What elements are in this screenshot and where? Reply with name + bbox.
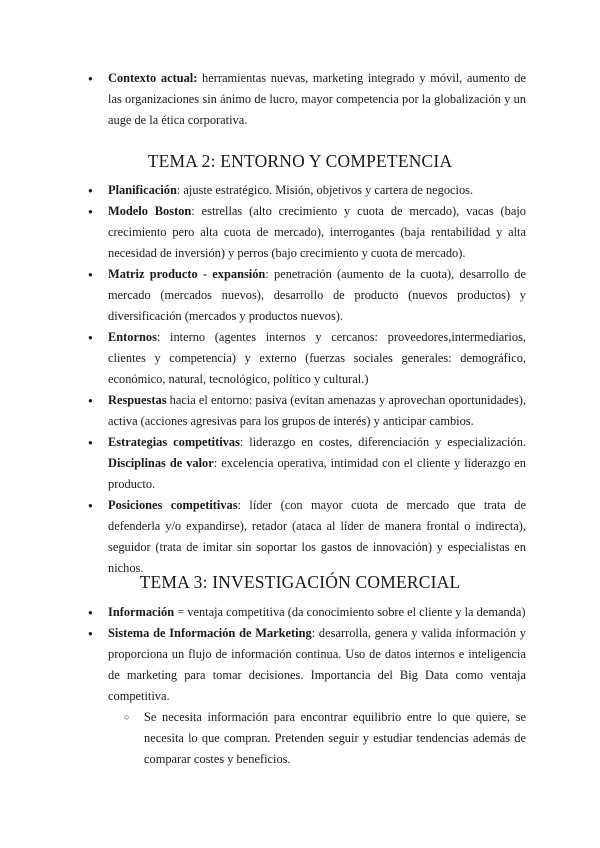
text-respuestas: hacia el entorno: pasiva (evitan amenazas y aprovechan oportunidades), activa (acciones agresivas para los grupos de interés) y anticipar cambios.	[108, 393, 526, 428]
term-posiciones-competitivas: Posiciones competitivas	[108, 498, 238, 512]
term-entornos: Entornos	[108, 330, 157, 344]
list-item-entornos	[0, 327, 600, 390]
text-disciplinas-de-valor: : excelencia operativa, intimidad con el cliente y liderazgo en producto.	[108, 456, 527, 491]
list-item-matriz-producto	[0, 264, 600, 327]
list-item-modelo-boston	[0, 201, 600, 264]
list-item-estrategias-competitivas	[0, 432, 600, 495]
term-contexto-actual: Contexto actual:	[108, 71, 198, 85]
text-entornos: : interno (agentes internos y cercanos: proveedores,intermediarios, clientes y competencia) y externo (fuerzas sociales generales: demográfico, económico, natural, tecnológico, político y cultural.)	[108, 330, 526, 386]
sub-list-item-equilibrio	[0, 707, 600, 770]
list-item-posiciones-competitivas	[0, 495, 600, 579]
term-estrategias-competitivas: Estrategias competitivas	[108, 435, 240, 449]
text-sim: : desarrolla, genera y valida información y proporciona un flujo de información continua. Uso de datos internos e inteligencia de marketing para tomar decisiones. Importancia del Big Data como ventaja competitiva.	[108, 626, 526, 703]
list-item-contexto-actual	[0, 68, 600, 131]
tema3-heading: TEMA 3: INVESTIGACIÓN COMERCIAL	[139, 572, 461, 592]
tema3-section	[0, 602, 600, 770]
tema2-section	[0, 180, 600, 579]
text-modelo-boston: : estrellas (alto crecimiento y cuota de mercado), vacas (bajo crecimiento pero alta cuota de mercado), interrogantes (baja rentabilidad y alta necesidad de inversión) y perros (bajo crecimiento y cuota de mercado).	[108, 204, 526, 260]
text-planificacion: : ajuste estratégico. Misión, objetivos y cartera de negocios.	[176, 183, 474, 197]
tema2-list	[0, 180, 600, 579]
list-item-respuestas	[0, 390, 600, 432]
intro-list	[0, 68, 600, 131]
text-contexto-actual: herramientas nuevas, marketing integrado y móvil, aumento de las organizaciones sin ánimo de lucro, mayor competencia por la globalización y un auge de la ética corporativa.	[108, 71, 526, 127]
text-informacion: = ventaja competitiva (da conocimiento sobre el cliente y la demanda)	[174, 605, 526, 619]
term-planificacion: Planificación	[108, 183, 177, 197]
tema2-heading: TEMA 2: ENTORNO Y COMPETENCIA	[147, 151, 453, 171]
list-item-informacion	[0, 602, 600, 623]
term-informacion: Información	[108, 605, 175, 619]
text-estrategias-competitivas: : liderazgo en costes, diferenciación y especialización.	[239, 435, 526, 449]
text-equilibrio: Se necesita información para encontrar equilibrio entre lo que quiere, se necesita lo que compran. Pretenden seguir y estudiar tendencias además de comparar costes y beneficios.	[144, 710, 526, 766]
term-sim: Sistema de Información de Marketing	[108, 626, 312, 640]
tema2-heading-wrap	[0, 150, 600, 172]
tema3-sub-list	[0, 707, 600, 770]
tema3-list	[0, 602, 600, 707]
term-respuestas: Respuestas	[108, 393, 167, 407]
intro-section	[0, 68, 600, 131]
text-posiciones-competitivas: : líder (con mayor cuota de mercado que trata de defenderla y/o expandirse), retador (ataca al líder de manera frontal o indirecta), seguidor (trata de imitar sin soportar los gastos de innovación) y especialistas en nichos.	[108, 498, 526, 575]
term-disciplinas-de-valor: Disciplinas de valor	[108, 456, 214, 470]
text-matriz-producto: : penetración (aumento de la cuota), desarrollo de mercado (mercados nuevos), desarrollo de producto (nuevos productos) y diversificación (mercados y productos nuevos).	[108, 267, 526, 323]
tema3-heading-wrap	[0, 571, 600, 593]
term-matriz-producto: Matriz producto - expansión	[108, 267, 266, 281]
list-item-planificacion	[0, 180, 600, 201]
term-modelo-boston: Modelo Boston	[108, 204, 192, 218]
list-item-sim	[0, 623, 600, 707]
